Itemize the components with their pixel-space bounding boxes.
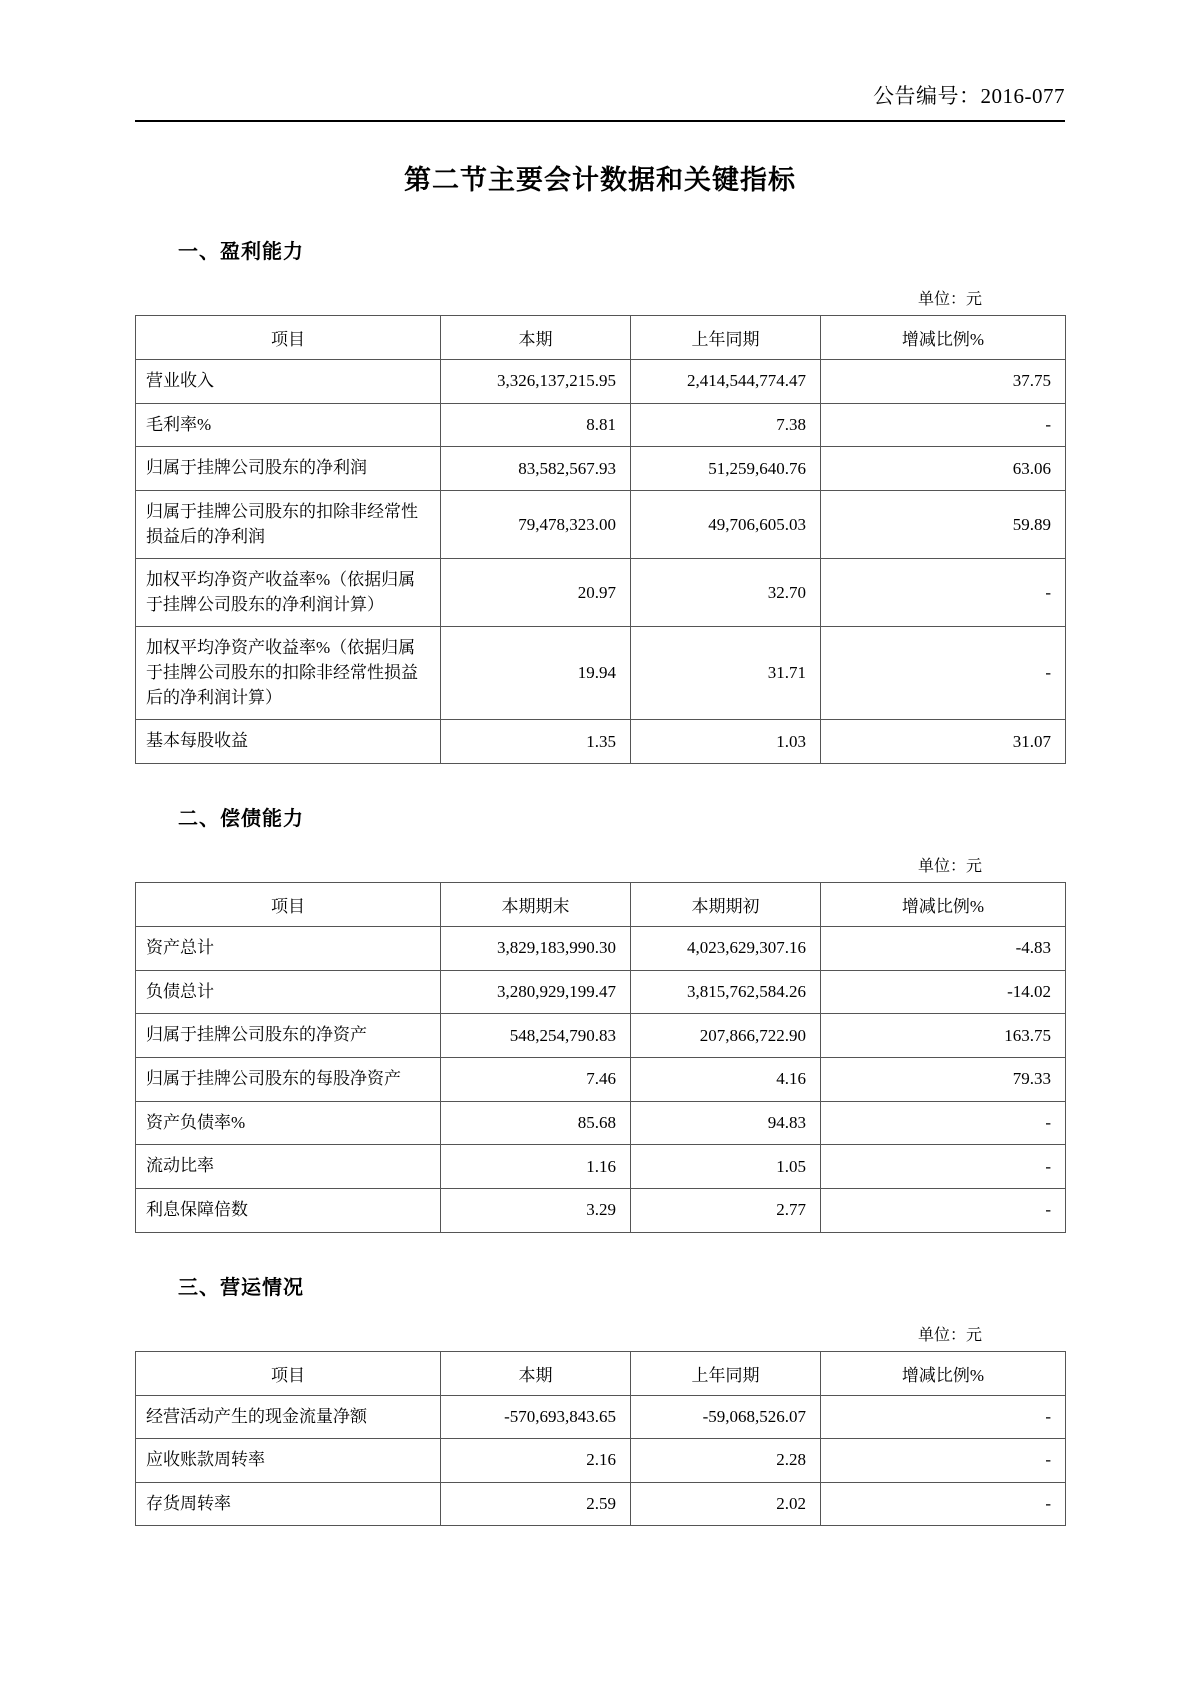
row-value-period-end: 85.68 xyxy=(441,1101,631,1145)
row-value-current: 2.16 xyxy=(441,1439,631,1483)
row-value-period-start: 94.83 xyxy=(631,1101,821,1145)
row-label: 归属于挂牌公司股东的每股净资产 xyxy=(136,1057,441,1101)
row-value-current: 83,582,567.93 xyxy=(441,447,631,491)
row-value-period-end: 3,280,929,199.47 xyxy=(441,970,631,1014)
column-header-change: 增减比例% xyxy=(821,883,1066,927)
row-value-change: - xyxy=(821,1395,1066,1439)
column-header-previous: 上年同期 xyxy=(631,316,821,360)
table-row xyxy=(136,1482,1066,1526)
row-value-current: 1.35 xyxy=(441,720,631,764)
row-label: 毛利率% xyxy=(136,403,441,447)
row-label: 归属于挂牌公司股东的扣除非经常性损益后的净利润 xyxy=(136,490,441,558)
row-value-current: 3,326,137,215.95 xyxy=(441,360,631,404)
unit-label-solvency: 单位：元 xyxy=(917,858,982,876)
row-value-current: 8.81 xyxy=(441,403,631,447)
column-header-period-end: 本期期末 xyxy=(441,883,631,927)
row-label: 经营活动产生的现金流量净额 xyxy=(136,1395,441,1439)
row-value-change: - xyxy=(821,627,1066,720)
row-value-change: 37.75 xyxy=(821,360,1066,404)
table-row xyxy=(136,360,1066,404)
unit-label-profitability: 单位：元 xyxy=(917,291,982,308)
row-value-change: -4.83 xyxy=(821,927,1066,971)
row-value-change: - xyxy=(821,1101,1066,1145)
row-value-previous: 31.71 xyxy=(631,627,821,720)
row-value-previous: 2.28 xyxy=(631,1439,821,1483)
row-value-change: -14.02 xyxy=(821,970,1066,1014)
table-row xyxy=(136,720,1066,764)
table-header-row xyxy=(136,1351,1066,1395)
row-value-current: 20.97 xyxy=(441,559,631,627)
row-label: 流动比率 xyxy=(136,1145,441,1189)
table-row xyxy=(136,559,1066,627)
row-value-change: 163.75 xyxy=(821,1014,1066,1058)
row-value-period-start: 1.05 xyxy=(631,1145,821,1189)
row-label: 加权平均净资产收益率%（依据归属于挂牌公司股东的扣除非经常性损益后的净利润计算） xyxy=(136,627,441,720)
row-value-current: -570,693,843.65 xyxy=(441,1395,631,1439)
unit-label-operations: 单位：元 xyxy=(917,1326,982,1344)
row-value-change: 59.89 xyxy=(821,490,1066,558)
row-value-change: 63.06 xyxy=(821,447,1066,491)
row-label: 营业收入 xyxy=(136,360,441,404)
row-value-current: 2.59 xyxy=(441,1482,631,1526)
row-value-change: - xyxy=(821,1482,1066,1526)
section-heading-solvency: 二、偿债能力 xyxy=(178,808,304,831)
table-row xyxy=(136,1188,1066,1232)
column-header-current: 本期 xyxy=(441,1351,631,1395)
column-header-current: 本期 xyxy=(441,316,631,360)
announcement-code: 公告编号：2016-077 xyxy=(873,84,1065,108)
row-value-period-end: 548,254,790.83 xyxy=(441,1014,631,1058)
table-header-row xyxy=(136,316,1066,360)
table-row xyxy=(136,447,1066,491)
column-header-item: 项目 xyxy=(136,316,441,360)
table-row xyxy=(136,1014,1066,1058)
section-heading-profitability: 一、盈利能力 xyxy=(178,241,304,263)
row-value-change: - xyxy=(821,1145,1066,1189)
row-value-period-end: 3.29 xyxy=(441,1188,631,1232)
row-value-period-start: 3,815,762,584.26 xyxy=(631,970,821,1014)
row-label: 归属于挂牌公司股东的净资产 xyxy=(136,1014,441,1058)
row-value-change: 31.07 xyxy=(821,720,1066,764)
row-label: 归属于挂牌公司股东的净利润 xyxy=(136,447,441,491)
row-value-current: 19.94 xyxy=(441,627,631,720)
row-label: 加权平均净资产收益率%（依据归属于挂牌公司股东的净利润计算） xyxy=(136,559,441,627)
row-label: 负债总计 xyxy=(136,970,441,1014)
row-value-period-end: 3,829,183,990.30 xyxy=(441,927,631,971)
table-row xyxy=(136,403,1066,447)
header-divider xyxy=(135,120,1065,122)
row-label: 资产负债率% xyxy=(136,1101,441,1145)
table-solvency xyxy=(135,882,1066,1232)
row-value-previous: 2.02 xyxy=(631,1482,821,1526)
row-value-change: - xyxy=(821,559,1066,627)
section-heading-operations: 三、营运情况 xyxy=(178,1276,304,1299)
table-row xyxy=(136,490,1066,558)
row-label: 应收账款周转率 xyxy=(136,1439,441,1483)
row-value-change: - xyxy=(821,403,1066,447)
row-value-period-start: 2.77 xyxy=(631,1188,821,1232)
table-header-row xyxy=(136,883,1066,927)
column-header-change: 增减比例% xyxy=(821,316,1066,360)
table-row xyxy=(136,927,1066,971)
row-value-change: - xyxy=(821,1439,1066,1483)
row-value-period-start: 4.16 xyxy=(631,1057,821,1101)
row-label: 利息保障倍数 xyxy=(136,1188,441,1232)
row-value-previous: -59,068,526.07 xyxy=(631,1395,821,1439)
table-row xyxy=(136,1101,1066,1145)
table-row xyxy=(136,1395,1066,1439)
column-header-item: 项目 xyxy=(136,883,441,927)
row-value-period-end: 7.46 xyxy=(441,1057,631,1101)
column-header-previous: 上年同期 xyxy=(631,1351,821,1395)
table-row xyxy=(136,1439,1066,1483)
column-header-period-start: 本期期初 xyxy=(631,883,821,927)
row-label: 存货周转率 xyxy=(136,1482,441,1526)
column-header-item: 项目 xyxy=(136,1351,441,1395)
row-value-change: 79.33 xyxy=(821,1057,1066,1101)
column-header-change: 增减比例% xyxy=(821,1351,1066,1395)
table-operations xyxy=(135,1351,1066,1527)
page-title: 第二节主要会计数据和关键指标 xyxy=(404,165,796,195)
table-row xyxy=(136,970,1066,1014)
row-value-previous: 32.70 xyxy=(631,559,821,627)
table-row xyxy=(136,1145,1066,1189)
row-value-previous: 7.38 xyxy=(631,403,821,447)
row-label: 资产总计 xyxy=(136,927,441,971)
row-value-period-start: 4,023,629,307.16 xyxy=(631,927,821,971)
row-value-period-start: 207,866,722.90 xyxy=(631,1014,821,1058)
row-value-period-end: 1.16 xyxy=(441,1145,631,1189)
row-value-current: 79,478,323.00 xyxy=(441,490,631,558)
table-profitability xyxy=(135,315,1066,764)
row-value-change: - xyxy=(821,1188,1066,1232)
table-row xyxy=(136,1057,1066,1101)
row-value-previous: 49,706,605.03 xyxy=(631,490,821,558)
table-row xyxy=(136,627,1066,720)
page-header xyxy=(0,0,1200,110)
row-value-previous: 2,414,544,774.47 xyxy=(631,360,821,404)
row-value-previous: 1.03 xyxy=(631,720,821,764)
row-value-previous: 51,259,640.76 xyxy=(631,447,821,491)
row-label: 基本每股收益 xyxy=(136,720,441,764)
